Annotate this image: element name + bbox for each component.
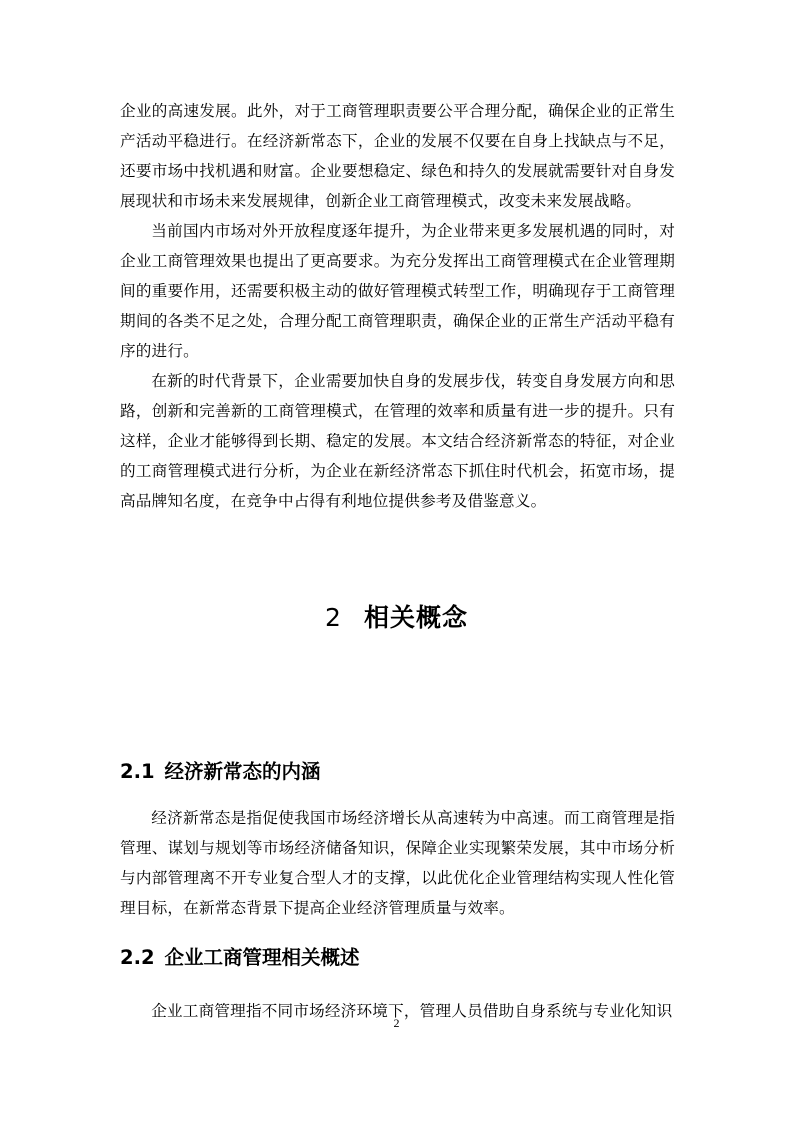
chapter-number: 2 [325, 603, 342, 632]
section-2-2-paragraph: 企业工商管理指不同市场经济环境下，管理人员借助自身系统与专业化知识 [151, 1002, 673, 1020]
section-number: 2.2 [120, 946, 155, 969]
section-heading-2-1 [120, 756, 321, 784]
section-title: 经济新常态的内涵 [164, 760, 321, 783]
section-2-1-body [120, 803, 675, 923]
intro-paragraph-1: 企业的高速发展。此外，对于工商管理职责要公平合理分配，确保企业的正常生产活动平稳进行。在经济新常态下，企业的发展不仅要在自身上找缺点与不足，还要市场中找机遇和财富。企业要想稳定、绿色和持久的发展就需要针对自身发展现状和市场未来发展规律，创新企业工商管理模式，改变未来发展战略。 [120, 102, 675, 210]
section-2-1-paragraph: 经济新常态是指促使我国市场经济增长从高速转为中高速。而工商管理是指管理、谋划与规划等市场经济储备知识，保障企业实现繁荣发展，其中市场分析与内部管理离不开专业复合型人才的支撑，以此优化企业管理结构实现人性化管理目标，在新常态背景下提高企业经济管理质量与效率。 [120, 809, 675, 917]
intro-paragraph-3: 在新的时代背景下，企业需要加快自身的发展步伐，转变自身发展方向和思路，创新和完善新的工商管理模式，在管理的效率和质量有进一步的提升。只有这样，企业才能够得到长期、稳定的发展。本文结合经济新常态的特征，对企业的工商管理模式进行分析，为企业在新经济常态下抓住时代机会，拓宽市场，提高品牌知名度，在竞争中占得有利地位提供参考及借鉴意义。 [120, 372, 675, 510]
chapter-title: 相关概念 [363, 603, 468, 632]
page-number: 2 [393, 1016, 400, 1030]
intro-paragraph-2: 当前国内市场对外开放程度逐年提升，为企业带来更多发展机遇的同时，对企业工商管理效果也提出了更高要求。为充分发挥出工商管理模式在企业管理期间的重要作用，还需要积极主动的做好管理模式转型工作，明确现存于工商管理期间的各类不足之处，合理分配工商管理职责，确保企业的正常生产活动平稳有序的进行。 [120, 222, 675, 360]
section-number: 2.1 [120, 760, 155, 783]
intro-section [120, 96, 675, 516]
chapter-heading [0, 598, 793, 634]
section-title: 企业工商管理相关概述 [164, 946, 360, 969]
section-heading-2-2 [120, 942, 360, 970]
